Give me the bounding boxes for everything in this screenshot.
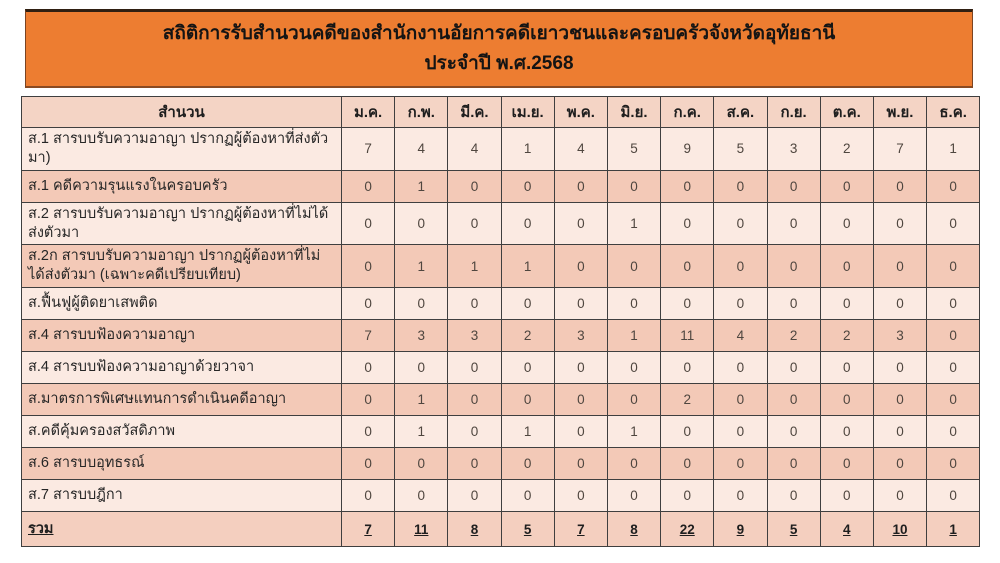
- cell-value: 0: [927, 480, 980, 512]
- cell-value: 0: [767, 288, 820, 320]
- cell-value: 0: [448, 448, 501, 480]
- cell-value: 0: [873, 384, 926, 416]
- cell-value: 1: [395, 384, 448, 416]
- cell-value: 1: [395, 245, 448, 288]
- cell-value: 11: [661, 320, 714, 352]
- column-header-month: มิ.ย.: [607, 97, 660, 128]
- row-label: ส.4 สารบบฟ้องความอาญา: [22, 320, 342, 352]
- cell-value: 0: [873, 202, 926, 245]
- cell-value: 1: [501, 245, 554, 288]
- cell-value: 0: [714, 384, 767, 416]
- row-label: ส.4 สารบบฟ้องความอาญาด้วยวาจา: [22, 352, 342, 384]
- cell-value: 0: [714, 170, 767, 202]
- cell-value: 0: [820, 416, 873, 448]
- cell-value: 0: [501, 352, 554, 384]
- column-header-month: พ.ย.: [873, 97, 926, 128]
- row-label: ส.7 สารบบฎีกา: [22, 480, 342, 512]
- cell-value: 0: [554, 480, 607, 512]
- cell-value: 4: [448, 128, 501, 171]
- cell-value: 0: [767, 416, 820, 448]
- cell-value: 0: [714, 202, 767, 245]
- cell-value: 0: [554, 384, 607, 416]
- cell-value: 0: [501, 288, 554, 320]
- total-cell-value: [554, 512, 607, 547]
- cell-value: 0: [395, 202, 448, 245]
- cell-value: 0: [820, 384, 873, 416]
- cell-value: 0: [820, 448, 873, 480]
- cell-value: 0: [927, 416, 980, 448]
- cell-value: 4: [395, 128, 448, 171]
- cell-value: 0: [554, 352, 607, 384]
- table-header: [22, 97, 980, 128]
- cell-value: 0: [661, 245, 714, 288]
- cell-value: 0: [873, 170, 926, 202]
- table-row: [22, 170, 980, 202]
- cell-value: 0: [767, 448, 820, 480]
- cell-value: 0: [342, 448, 395, 480]
- column-header-month: พ.ค.: [554, 97, 607, 128]
- table-row: [22, 448, 980, 480]
- cell-value: 1: [607, 416, 660, 448]
- table-body: [22, 128, 980, 547]
- cell-value: 3: [554, 320, 607, 352]
- cell-value: 0: [714, 416, 767, 448]
- total-cell-value: [501, 512, 554, 547]
- column-header-case-type: สำนวน: [22, 97, 342, 128]
- cell-value: 0: [554, 245, 607, 288]
- cell-value: 0: [607, 245, 660, 288]
- cell-value: 0: [554, 202, 607, 245]
- cell-value: 0: [927, 352, 980, 384]
- column-header-month: ม.ค.: [342, 97, 395, 128]
- cell-value: 0: [607, 480, 660, 512]
- cell-value: 0: [661, 202, 714, 245]
- cell-value: 2: [820, 320, 873, 352]
- cell-value: 0: [342, 384, 395, 416]
- total-row: [22, 512, 980, 547]
- total-value-text: 5: [789, 521, 798, 537]
- cell-value: 0: [607, 170, 660, 202]
- cell-value: 0: [927, 170, 980, 202]
- total-cell-value: [607, 512, 660, 547]
- column-header-month: ธ.ค.: [927, 97, 980, 128]
- cell-value: 0: [714, 448, 767, 480]
- table-row: [22, 480, 980, 512]
- cell-value: 0: [927, 245, 980, 288]
- title-banner: [25, 9, 973, 88]
- total-value-text: 1: [949, 521, 957, 537]
- cell-value: 4: [554, 128, 607, 171]
- total-value-text: 7: [577, 521, 585, 537]
- total-value-text: 10: [892, 521, 908, 537]
- cell-value: 0: [448, 480, 501, 512]
- row-label: ส.ฟื้นฟูผู้ติดยาเสพติด: [22, 288, 342, 320]
- cell-value: 0: [607, 288, 660, 320]
- cell-value: 0: [873, 245, 926, 288]
- row-label: ส.2 สารบบรับความอาญา ปรากฏผู้ต้องหาที่ไม่ได้ส่งตัวมา: [22, 202, 342, 245]
- cell-value: 0: [714, 480, 767, 512]
- total-row-label: [22, 512, 342, 547]
- total-cell-value: [448, 512, 501, 547]
- cell-value: 9: [661, 128, 714, 171]
- cell-value: 0: [501, 448, 554, 480]
- total-value-text: 22: [679, 521, 695, 537]
- cell-value: 0: [448, 416, 501, 448]
- column-header-month: ก.พ.: [395, 97, 448, 128]
- total-cell-value: [714, 512, 767, 547]
- cell-value: 0: [607, 448, 660, 480]
- total-value-text: 5: [523, 521, 532, 537]
- total-cell-value: [661, 512, 714, 547]
- cell-value: 0: [501, 170, 554, 202]
- cell-value: 3: [767, 128, 820, 171]
- cell-value: 5: [607, 128, 660, 171]
- cell-value: 0: [767, 480, 820, 512]
- cell-value: 0: [714, 288, 767, 320]
- total-value-text: 11: [414, 521, 429, 537]
- table-row: [22, 202, 980, 245]
- header-row: [22, 97, 980, 128]
- row-label: ส.2ก สารบบรับความอาญา ปรากฏผู้ต้องหาที่ไม่ได้ส่งตัวมา (เฉพาะคดีเปรียบเทียบ): [22, 245, 342, 288]
- cell-value: 0: [927, 288, 980, 320]
- total-value-text: 4: [843, 521, 851, 537]
- table-row: [22, 416, 980, 448]
- cell-value: 5: [714, 128, 767, 171]
- cell-value: 0: [395, 288, 448, 320]
- cell-value: 2: [820, 128, 873, 171]
- report-title: สถิติการรับสำนวนคดีของสำนักงานอัยการคดีเยาวชนและครอบครัวจังหวัดอุทัยธานี: [162, 23, 836, 45]
- cell-value: 0: [927, 448, 980, 480]
- row-label: ส.มาตรการพิเศษแทนการดำเนินคดีอาญา: [22, 384, 342, 416]
- cell-value: 0: [873, 352, 926, 384]
- cell-value: 0: [767, 352, 820, 384]
- table-row: [22, 384, 980, 416]
- cell-value: 0: [714, 245, 767, 288]
- cell-value: 2: [501, 320, 554, 352]
- cell-value: 1: [501, 128, 554, 171]
- total-value-text: 8: [630, 521, 638, 537]
- statistics-table-container: [21, 96, 979, 547]
- row-label: ส.1 สารบบรับความอาญา ปรากฏผู้ต้องหาที่ส่งตัวมา): [22, 128, 342, 171]
- row-label: ส.6 สารบบอุทธรณ์: [22, 448, 342, 480]
- table-row: [22, 288, 980, 320]
- cell-value: 0: [873, 448, 926, 480]
- cell-value: 1: [607, 202, 660, 245]
- cell-value: 0: [395, 480, 448, 512]
- table-row: [22, 320, 980, 352]
- cell-value: 1: [395, 416, 448, 448]
- cell-value: 0: [342, 288, 395, 320]
- cell-value: 3: [395, 320, 448, 352]
- cell-value: 0: [607, 352, 660, 384]
- cell-value: 0: [342, 245, 395, 288]
- cell-value: 2: [767, 320, 820, 352]
- table-row: [22, 128, 980, 171]
- cell-value: 0: [554, 416, 607, 448]
- cell-value: 0: [395, 448, 448, 480]
- cell-value: 0: [661, 170, 714, 202]
- cell-value: 2: [661, 384, 714, 416]
- cell-value: 0: [448, 288, 501, 320]
- cell-value: 0: [661, 288, 714, 320]
- row-label: ส.คดีคุ้มครองสวัสดิภาพ: [22, 416, 342, 448]
- table-row: [22, 352, 980, 384]
- total-label-text: รวม: [28, 520, 54, 537]
- cell-value: 0: [448, 170, 501, 202]
- total-cell-value: [395, 512, 448, 547]
- cell-value: 0: [342, 352, 395, 384]
- total-cell-value: [342, 512, 395, 547]
- cell-value: 7: [342, 128, 395, 171]
- cell-value: 0: [927, 202, 980, 245]
- row-label: ส.1 คดีความรุนแรงในครอบครัว: [22, 170, 342, 202]
- cell-value: 0: [767, 245, 820, 288]
- cell-value: 0: [607, 384, 660, 416]
- cell-value: 0: [927, 320, 980, 352]
- cell-value: 0: [342, 170, 395, 202]
- total-cell-value: [873, 512, 926, 547]
- column-header-month: ส.ค.: [714, 97, 767, 128]
- report-subtitle-year: ประจำปี พ.ศ.2568: [424, 53, 574, 74]
- cell-value: 7: [342, 320, 395, 352]
- cell-value: 0: [501, 384, 554, 416]
- cell-value: 0: [448, 202, 501, 245]
- column-header-month: ก.ค.: [661, 97, 714, 128]
- cell-value: 0: [342, 202, 395, 245]
- cell-value: 0: [501, 202, 554, 245]
- cell-value: 0: [395, 352, 448, 384]
- column-header-month: เม.ย.: [501, 97, 554, 128]
- cell-value: 0: [820, 170, 873, 202]
- cell-value: 0: [661, 352, 714, 384]
- column-header-month: ต.ค.: [820, 97, 873, 128]
- cell-value: 0: [448, 352, 501, 384]
- cell-value: 0: [661, 480, 714, 512]
- cell-value: 0: [820, 245, 873, 288]
- cell-value: 0: [767, 384, 820, 416]
- cell-value: 3: [448, 320, 501, 352]
- cell-value: 0: [554, 170, 607, 202]
- cell-value: 0: [820, 288, 873, 320]
- cell-value: 1: [395, 170, 448, 202]
- cell-value: 0: [820, 480, 873, 512]
- cell-value: 0: [873, 288, 926, 320]
- cell-value: 0: [554, 288, 607, 320]
- cell-value: 0: [661, 416, 714, 448]
- cell-value: 0: [714, 352, 767, 384]
- case-statistics-table: [21, 96, 980, 547]
- cell-value: 0: [820, 352, 873, 384]
- column-header-month: มี.ค.: [448, 97, 501, 128]
- cell-value: 0: [554, 448, 607, 480]
- cell-value: 1: [927, 128, 980, 171]
- total-cell-value: [927, 512, 980, 547]
- cell-value: 3: [873, 320, 926, 352]
- cell-value: 0: [448, 384, 501, 416]
- total-cell-value: [820, 512, 873, 547]
- column-header-month: ก.ย.: [767, 97, 820, 128]
- cell-value: 1: [448, 245, 501, 288]
- cell-value: 0: [820, 202, 873, 245]
- total-cell-value: [767, 512, 820, 547]
- total-value-text: 9: [736, 521, 745, 537]
- cell-value: 1: [607, 320, 660, 352]
- cell-value: 1: [501, 416, 554, 448]
- cell-value: 0: [873, 416, 926, 448]
- cell-value: 0: [767, 170, 820, 202]
- table-row: [22, 245, 980, 288]
- cell-value: 4: [714, 320, 767, 352]
- cell-value: 7: [873, 128, 926, 171]
- cell-value: 0: [342, 416, 395, 448]
- cell-value: 0: [342, 480, 395, 512]
- cell-value: 0: [767, 202, 820, 245]
- cell-value: 0: [661, 448, 714, 480]
- total-value-text: 8: [470, 521, 479, 537]
- cell-value: 0: [873, 480, 926, 512]
- total-value-text: 7: [364, 521, 372, 537]
- cell-value: 0: [501, 480, 554, 512]
- cell-value: 0: [927, 384, 980, 416]
